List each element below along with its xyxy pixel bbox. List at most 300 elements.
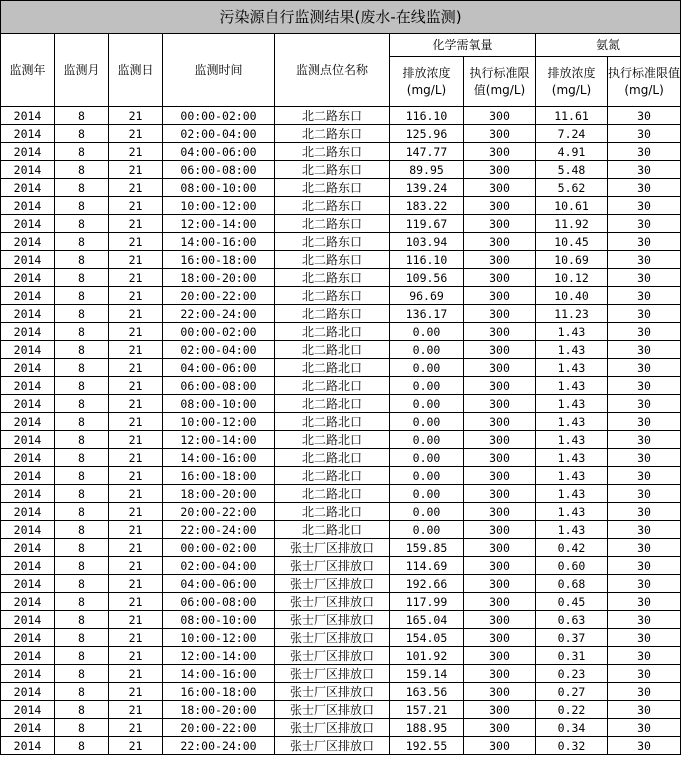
cell-cod-concentration: 147.77 [390,143,464,161]
cell-time: 06:00-08:00 [163,593,275,611]
cell-day: 21 [109,233,163,251]
cell-time: 12:00-14:00 [163,215,275,233]
cell-month: 8 [55,737,109,755]
cell-month: 8 [55,611,109,629]
cell-day: 21 [109,107,163,125]
cell-site: 北二路东口 [275,287,390,305]
cell-year: 2014 [1,431,55,449]
table-row [1,575,681,593]
cell-time: 06:00-08:00 [163,377,275,395]
cell-site: 北二路东口 [275,143,390,161]
cell-nh3-concentration: 1.43 [536,395,608,413]
cell-year: 2014 [1,233,55,251]
cell-day: 21 [109,395,163,413]
cell-time: 16:00-18:00 [163,467,275,485]
cell-month: 8 [55,215,109,233]
cell-day: 21 [109,431,163,449]
cell-year: 2014 [1,701,55,719]
cell-cod-concentration: 117.99 [390,593,464,611]
table-row [1,215,681,233]
cell-nh3-concentration: 4.91 [536,143,608,161]
cell-nh3-concentration: 0.27 [536,683,608,701]
cell-nh3-limit: 30 [608,467,681,485]
cell-cod-limit: 300 [464,557,536,575]
cell-month: 8 [55,575,109,593]
cell-time: 14:00-16:00 [163,665,275,683]
cell-day: 21 [109,449,163,467]
cell-nh3-limit: 30 [608,485,681,503]
cell-cod-concentration: 192.66 [390,575,464,593]
table-row [1,323,681,341]
cell-nh3-limit: 30 [608,215,681,233]
cell-month: 8 [55,539,109,557]
cell-nh3-concentration: 1.43 [536,341,608,359]
table-row [1,395,681,413]
cell-nh3-limit: 30 [608,719,681,737]
cell-cod-limit: 300 [464,665,536,683]
cell-year: 2014 [1,593,55,611]
cell-site: 张士厂区排放口 [275,719,390,737]
cell-nh3-concentration: 0.45 [536,593,608,611]
cell-cod-concentration: 0.00 [390,323,464,341]
cell-day: 21 [109,377,163,395]
cell-cod-concentration: 96.69 [390,287,464,305]
cell-nh3-limit: 30 [608,575,681,593]
cell-nh3-limit: 30 [608,593,681,611]
cell-day: 21 [109,179,163,197]
cell-cod-concentration: 0.00 [390,341,464,359]
cell-cod-limit: 300 [464,323,536,341]
cell-month: 8 [55,287,109,305]
cell-site: 北二路北口 [275,449,390,467]
cell-cod-concentration: 0.00 [390,521,464,539]
cell-nh3-concentration: 1.43 [536,503,608,521]
cell-cod-concentration: 0.00 [390,359,464,377]
cell-nh3-concentration: 0.63 [536,611,608,629]
table-row [1,557,681,575]
cell-nh3-limit: 30 [608,503,681,521]
cell-nh3-concentration: 0.22 [536,701,608,719]
cell-cod-concentration: 183.22 [390,197,464,215]
cell-month: 8 [55,449,109,467]
cell-time: 02:00-04:00 [163,341,275,359]
cell-day: 21 [109,161,163,179]
table-row [1,251,681,269]
cell-cod-limit: 300 [464,503,536,521]
cell-cod-limit: 300 [464,683,536,701]
cell-day: 21 [109,575,163,593]
cell-year: 2014 [1,611,55,629]
cell-nh3-concentration: 10.12 [536,269,608,287]
table-row [1,125,681,143]
cell-month: 8 [55,161,109,179]
cell-day: 21 [109,593,163,611]
cell-nh3-concentration: 5.62 [536,179,608,197]
cell-cod-limit: 300 [464,125,536,143]
cell-month: 8 [55,251,109,269]
cell-year: 2014 [1,467,55,485]
table-row [1,611,681,629]
table-row [1,179,681,197]
cell-year: 2014 [1,377,55,395]
header-nh3-concentration: 排放浓度(mg/L) [536,57,608,107]
cell-year: 2014 [1,737,55,755]
cell-year: 2014 [1,107,55,125]
cell-time: 04:00-06:00 [163,575,275,593]
cell-site: 北二路东口 [275,215,390,233]
cell-nh3-concentration: 1.43 [536,413,608,431]
cell-cod-concentration: 101.92 [390,647,464,665]
cell-month: 8 [55,377,109,395]
cell-year: 2014 [1,269,55,287]
cell-cod-concentration: 89.95 [390,161,464,179]
cell-cod-concentration: 163.56 [390,683,464,701]
cell-nh3-limit: 30 [608,647,681,665]
cell-cod-limit: 300 [464,143,536,161]
cell-nh3-limit: 30 [608,557,681,575]
cell-nh3-concentration: 0.34 [536,719,608,737]
cell-month: 8 [55,467,109,485]
cell-month: 8 [55,269,109,287]
cell-cod-concentration: 159.14 [390,665,464,683]
cell-nh3-concentration: 1.43 [536,377,608,395]
cell-nh3-limit: 30 [608,287,681,305]
cell-site: 北二路北口 [275,485,390,503]
table-row [1,197,681,215]
cell-cod-limit: 300 [464,719,536,737]
cell-cod-concentration: 0.00 [390,467,464,485]
cell-time: 20:00-22:00 [163,503,275,521]
cell-year: 2014 [1,251,55,269]
cell-nh3-limit: 30 [608,665,681,683]
cell-time: 10:00-12:00 [163,629,275,647]
cell-nh3-limit: 30 [608,125,681,143]
header-month: 监测月 [55,34,109,107]
table-row [1,287,681,305]
cell-nh3-limit: 30 [608,341,681,359]
cell-day: 21 [109,197,163,215]
table-row [1,305,681,323]
cell-year: 2014 [1,359,55,377]
cell-nh3-limit: 30 [608,413,681,431]
cell-site: 张士厂区排放口 [275,683,390,701]
report-title: 污染源自行监测结果(废水-在线监测) [1,1,681,34]
cell-site: 张士厂区排放口 [275,629,390,647]
cell-time: 18:00-20:00 [163,485,275,503]
cell-site: 北二路东口 [275,233,390,251]
cell-cod-limit: 300 [464,161,536,179]
table-row [1,161,681,179]
cell-cod-limit: 300 [464,575,536,593]
cell-cod-limit: 300 [464,305,536,323]
cell-month: 8 [55,359,109,377]
cell-year: 2014 [1,503,55,521]
cell-nh3-limit: 30 [608,305,681,323]
cell-nh3-limit: 30 [608,701,681,719]
cell-site: 北二路东口 [275,269,390,287]
cell-site: 张士厂区排放口 [275,665,390,683]
cell-day: 21 [109,683,163,701]
cell-nh3-concentration: 10.45 [536,233,608,251]
cell-nh3-limit: 30 [608,359,681,377]
cell-nh3-concentration: 5.48 [536,161,608,179]
cell-cod-limit: 300 [464,467,536,485]
header-cod-concentration: 排放浓度(mg/L) [390,57,464,107]
cell-site: 北二路东口 [275,179,390,197]
cell-month: 8 [55,683,109,701]
cell-year: 2014 [1,575,55,593]
cell-day: 21 [109,647,163,665]
cell-site: 张士厂区排放口 [275,611,390,629]
cell-site: 北二路东口 [275,107,390,125]
table-row [1,143,681,161]
cell-nh3-limit: 30 [608,323,681,341]
cell-nh3-limit: 30 [608,143,681,161]
table-row [1,449,681,467]
table-row [1,719,681,737]
cell-nh3-limit: 30 [608,683,681,701]
header-time: 监测时间 [163,34,275,107]
cell-year: 2014 [1,161,55,179]
cell-day: 21 [109,323,163,341]
cell-cod-limit: 300 [464,359,536,377]
header-cod-limit: 执行标准限值(mg/L) [464,57,536,107]
cell-day: 21 [109,701,163,719]
cell-site: 北二路北口 [275,521,390,539]
cell-nh3-concentration: 11.61 [536,107,608,125]
cell-site: 北二路东口 [275,251,390,269]
cell-cod-limit: 300 [464,701,536,719]
header-cod-group: 化学需氧量 [390,34,536,57]
cell-month: 8 [55,413,109,431]
cell-year: 2014 [1,719,55,737]
cell-nh3-concentration: 0.42 [536,539,608,557]
cell-cod-limit: 300 [464,593,536,611]
cell-cod-limit: 300 [464,377,536,395]
cell-site: 张士厂区排放口 [275,575,390,593]
cell-site: 北二路北口 [275,359,390,377]
cell-month: 8 [55,557,109,575]
cell-time: 18:00-20:00 [163,701,275,719]
cell-year: 2014 [1,557,55,575]
cell-time: 04:00-06:00 [163,359,275,377]
cell-nh3-concentration: 0.23 [536,665,608,683]
cell-nh3-concentration: 11.92 [536,215,608,233]
cell-day: 21 [109,413,163,431]
cell-time: 08:00-10:00 [163,611,275,629]
cell-cod-limit: 300 [464,737,536,755]
cell-month: 8 [55,701,109,719]
cell-year: 2014 [1,197,55,215]
table-row [1,629,681,647]
cell-time: 00:00-02:00 [163,107,275,125]
cell-nh3-concentration: 1.43 [536,359,608,377]
cell-month: 8 [55,143,109,161]
cell-year: 2014 [1,647,55,665]
cell-time: 12:00-14:00 [163,431,275,449]
table-row [1,377,681,395]
cell-time: 06:00-08:00 [163,161,275,179]
cell-nh3-concentration: 10.40 [536,287,608,305]
cell-time: 02:00-04:00 [163,125,275,143]
cell-cod-limit: 300 [464,539,536,557]
cell-year: 2014 [1,485,55,503]
cell-month: 8 [55,197,109,215]
cell-day: 21 [109,143,163,161]
cell-cod-concentration: 136.17 [390,305,464,323]
cell-cod-limit: 300 [464,215,536,233]
table-row [1,503,681,521]
cell-nh3-limit: 30 [608,611,681,629]
cell-cod-concentration: 116.10 [390,107,464,125]
cell-month: 8 [55,233,109,251]
cell-cod-concentration: 109.56 [390,269,464,287]
cell-site: 张士厂区排放口 [275,737,390,755]
cell-year: 2014 [1,539,55,557]
cell-nh3-concentration: 1.43 [536,521,608,539]
cell-time: 16:00-18:00 [163,251,275,269]
table-row [1,413,681,431]
cell-year: 2014 [1,665,55,683]
cell-time: 04:00-06:00 [163,143,275,161]
cell-site: 北二路东口 [275,161,390,179]
cell-time: 08:00-10:00 [163,179,275,197]
cell-nh3-concentration: 0.60 [536,557,608,575]
table-row [1,521,681,539]
table-row [1,467,681,485]
cell-day: 21 [109,737,163,755]
cell-month: 8 [55,305,109,323]
cell-year: 2014 [1,215,55,233]
cell-site: 张士厂区排放口 [275,593,390,611]
cell-day: 21 [109,485,163,503]
cell-cod-concentration: 157.21 [390,701,464,719]
cell-site: 北二路北口 [275,323,390,341]
cell-month: 8 [55,521,109,539]
cell-site: 北二路北口 [275,377,390,395]
cell-time: 12:00-14:00 [163,647,275,665]
cell-site: 张士厂区排放口 [275,557,390,575]
cell-cod-concentration: 0.00 [390,485,464,503]
cell-year: 2014 [1,323,55,341]
cell-cod-limit: 300 [464,269,536,287]
cell-year: 2014 [1,341,55,359]
cell-month: 8 [55,431,109,449]
cell-nh3-concentration: 0.37 [536,629,608,647]
cell-nh3-limit: 30 [608,179,681,197]
cell-day: 21 [109,467,163,485]
cell-nh3-concentration: 1.43 [536,449,608,467]
cell-nh3-limit: 30 [608,539,681,557]
cell-nh3-limit: 30 [608,107,681,125]
cell-cod-limit: 300 [464,647,536,665]
cell-month: 8 [55,323,109,341]
cell-month: 8 [55,503,109,521]
cell-year: 2014 [1,629,55,647]
cell-nh3-limit: 30 [608,629,681,647]
cell-nh3-concentration: 10.69 [536,251,608,269]
cell-month: 8 [55,593,109,611]
cell-day: 21 [109,557,163,575]
cell-day: 21 [109,125,163,143]
cell-nh3-concentration: 10.61 [536,197,608,215]
table-row [1,269,681,287]
cell-cod-concentration: 114.69 [390,557,464,575]
cell-month: 8 [55,395,109,413]
header-day: 监测日 [109,34,163,107]
cell-month: 8 [55,179,109,197]
header-year: 监测年 [1,34,55,107]
cell-site: 北二路北口 [275,467,390,485]
cell-cod-limit: 300 [464,629,536,647]
cell-time: 08:00-10:00 [163,395,275,413]
cell-site: 北二路东口 [275,197,390,215]
cell-year: 2014 [1,449,55,467]
cell-cod-concentration: 0.00 [390,431,464,449]
cell-nh3-limit: 30 [608,269,681,287]
cell-year: 2014 [1,683,55,701]
cell-nh3-concentration: 0.68 [536,575,608,593]
cell-nh3-limit: 30 [608,395,681,413]
cell-time: 14:00-16:00 [163,233,275,251]
cell-site: 北二路北口 [275,431,390,449]
header-nh3-group: 氨氮 [536,34,681,57]
cell-time: 20:00-22:00 [163,719,275,737]
cell-time: 14:00-16:00 [163,449,275,467]
cell-day: 21 [109,215,163,233]
cell-day: 21 [109,665,163,683]
cell-cod-concentration: 165.04 [390,611,464,629]
cell-nh3-limit: 30 [608,431,681,449]
table-row [1,485,681,503]
cell-nh3-concentration: 1.43 [536,323,608,341]
cell-time: 18:00-20:00 [163,269,275,287]
cell-cod-concentration: 0.00 [390,395,464,413]
cell-day: 21 [109,341,163,359]
table-row [1,593,681,611]
cell-cod-concentration: 0.00 [390,377,464,395]
cell-cod-limit: 300 [464,179,536,197]
cell-cod-concentration: 188.95 [390,719,464,737]
cell-time: 22:00-24:00 [163,305,275,323]
table-row [1,737,681,755]
cell-year: 2014 [1,305,55,323]
cell-cod-limit: 300 [464,197,536,215]
cell-cod-limit: 300 [464,251,536,269]
cell-nh3-limit: 30 [608,233,681,251]
cell-day: 21 [109,629,163,647]
cell-cod-concentration: 119.67 [390,215,464,233]
cell-month: 8 [55,107,109,125]
cell-cod-concentration: 125.96 [390,125,464,143]
cell-nh3-concentration: 1.43 [536,431,608,449]
cell-month: 8 [55,485,109,503]
header-nh3-limit: 执行标准限值(mg/L) [608,57,681,107]
cell-nh3-limit: 30 [608,197,681,215]
cell-site: 张士厂区排放口 [275,539,390,557]
cell-year: 2014 [1,179,55,197]
table-row [1,647,681,665]
cell-time: 22:00-24:00 [163,737,275,755]
cell-day: 21 [109,287,163,305]
cell-site: 北二路北口 [275,395,390,413]
table-row [1,107,681,125]
cell-month: 8 [55,647,109,665]
cell-month: 8 [55,719,109,737]
cell-cod-limit: 300 [464,431,536,449]
cell-nh3-limit: 30 [608,521,681,539]
cell-cod-limit: 300 [464,611,536,629]
